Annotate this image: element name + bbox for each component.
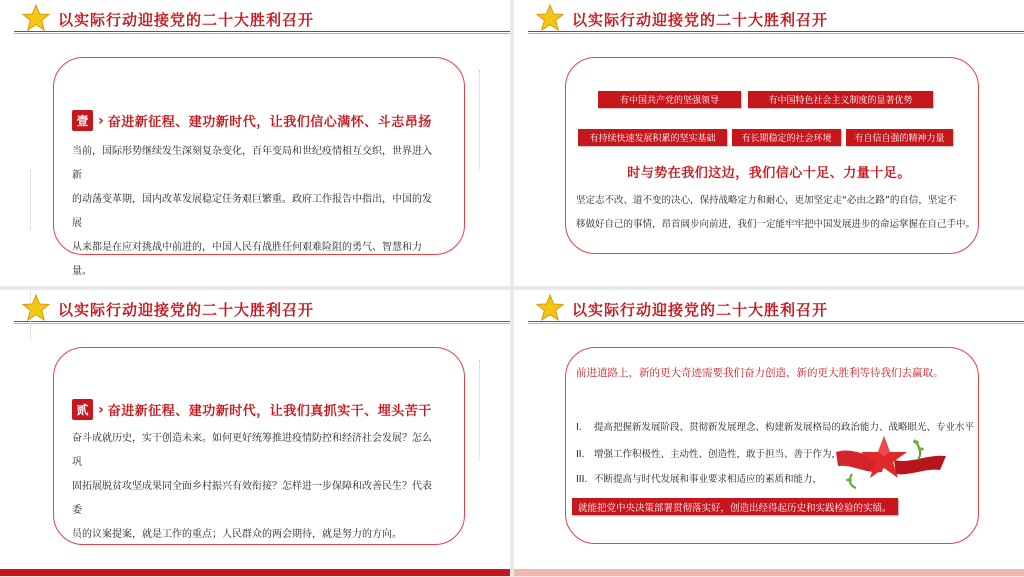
- item-text: 不断提高与时代发展和事业要求相适应的素质和能力，: [594, 474, 823, 485]
- tag-label: 有持续快速发展积累的坚实基础: [578, 129, 727, 146]
- item-number: III.: [576, 474, 588, 485]
- body-paragraph: [72, 427, 437, 547]
- tag-label: 有中国特色社会主义制度的显著优势: [748, 91, 933, 108]
- title-divider: [14, 31, 510, 32]
- lead-statement: 前进道路上，新的更大奇迹需要我们奋力创造，新的更大胜利等待我们去赢取。: [576, 367, 944, 379]
- title-divider: [528, 31, 1024, 32]
- chevron-right-icon: ›: [98, 112, 104, 129]
- section-heading: 奋进新征程、建功新时代，让我们信心满怀、斗志昂扬: [107, 115, 432, 130]
- title-divider-secondary: [14, 323, 510, 324]
- section-heading: 奋进新征程、建功新时代，让我们真抓实干、埋头苦干: [107, 404, 432, 419]
- slogan-text: 时与势在我们这边，我们信心十足、力量十足。: [627, 166, 911, 181]
- body-paragraph: [576, 189, 991, 237]
- paragraph-line: 的动荡变革期，国内改革发展稳定任务艰巨繁重。政府工作报告中指出，中国的发展: [72, 194, 432, 229]
- star-icon: [22, 4, 50, 32]
- highlight-banner: 就能把党中央决策部署贯彻落实好，创造出经得起历史和实践检验的实绩。: [572, 498, 898, 515]
- numbered-item: [576, 419, 974, 433]
- paragraph-line: 坚定志不改、道不变的决心，保持战略定力和耐心，更加坚定走“必由之路”的自信，坚定不: [576, 195, 957, 206]
- numbered-item: [576, 446, 841, 460]
- tag-label: 有长期稳定的社会环境: [732, 129, 841, 146]
- slide-title: 以实际行动迎接党的二十大胜利召开: [58, 11, 315, 29]
- star-icon: [536, 4, 564, 32]
- paragraph-line: 当前，国际形势继续发生深刻复杂变化，百年变局和世纪疫情相互交织，世界进入新: [72, 146, 432, 181]
- slide-2[interactable]: [514, 0, 1024, 286]
- slide-title: 以实际行动迎接党的二十大胜利召开: [572, 11, 829, 29]
- slide-1[interactable]: [0, 0, 510, 286]
- title-divider-secondary: [14, 33, 510, 34]
- bottom-accent-bar: [514, 569, 1024, 576]
- star-icon: [536, 294, 564, 322]
- tag-label: 有自信自强的精神力量: [846, 129, 953, 146]
- bottom-accent-bar: [0, 569, 510, 576]
- dotted-divider-left: [30, 290, 31, 340]
- numbered-item: [576, 471, 822, 485]
- dotted-divider-left: [30, 170, 31, 230]
- section-header: [72, 399, 432, 420]
- slide-4[interactable]: [514, 290, 1024, 576]
- title-divider: [528, 321, 1024, 322]
- item-text: 增强工作积极性、主动性、创造性，敢于担当、善于作为，: [594, 449, 842, 460]
- section-number-badge: 壹: [72, 110, 93, 131]
- paragraph-line: 固拓展脱贫攻坚成果同全面乡村振兴有效衔接？怎样进一步保障和改善民生？代表委: [72, 481, 432, 516]
- dotted-divider: [479, 360, 480, 460]
- chevron-right-icon: ›: [98, 401, 104, 418]
- section-number-badge: 贰: [72, 399, 93, 420]
- item-number: I.: [576, 422, 582, 433]
- dotted-divider: [479, 70, 480, 170]
- paragraph-line: 员的议案提案，就是工作的重点；人民群众的两会期待，就是努力的方向。: [72, 529, 402, 540]
- paragraph-line: 奋斗成就历史，实干创造未来。如何更好统筹推进疫情防控和经济社会发展？怎么巩: [72, 433, 432, 468]
- ribbon-star-decoration-icon: [834, 430, 949, 492]
- slide-title: 以实际行动迎接党的二十大胜利召开: [58, 301, 315, 319]
- title-divider-secondary: [528, 33, 1024, 34]
- item-text: 提高把握新发展阶段、贯彻新发展理念、构建新发展格局的政治能力、战略眼光、专业水平: [594, 422, 975, 433]
- item-number: II.: [576, 449, 585, 460]
- tag-label: 有中国共产党的坚强领导: [598, 91, 741, 108]
- paragraph-line: 移做好自己的事情，昂首阔步向前进，我们一定能牢牢把中国发展进步的命运掌握在自己手中。: [576, 219, 976, 230]
- star-icon: [22, 294, 50, 322]
- body-paragraph: [72, 140, 437, 284]
- section-header: [72, 110, 432, 131]
- slide-3[interactable]: [0, 290, 510, 576]
- title-divider-secondary: [528, 323, 1024, 324]
- paragraph-line: 从来都是在应对挑战中前进的，中国人民有战胜任何艰难险阻的勇气、智慧和力量。: [72, 242, 422, 277]
- title-divider: [14, 321, 510, 322]
- slide-title: 以实际行动迎接党的二十大胜利召开: [572, 301, 829, 319]
